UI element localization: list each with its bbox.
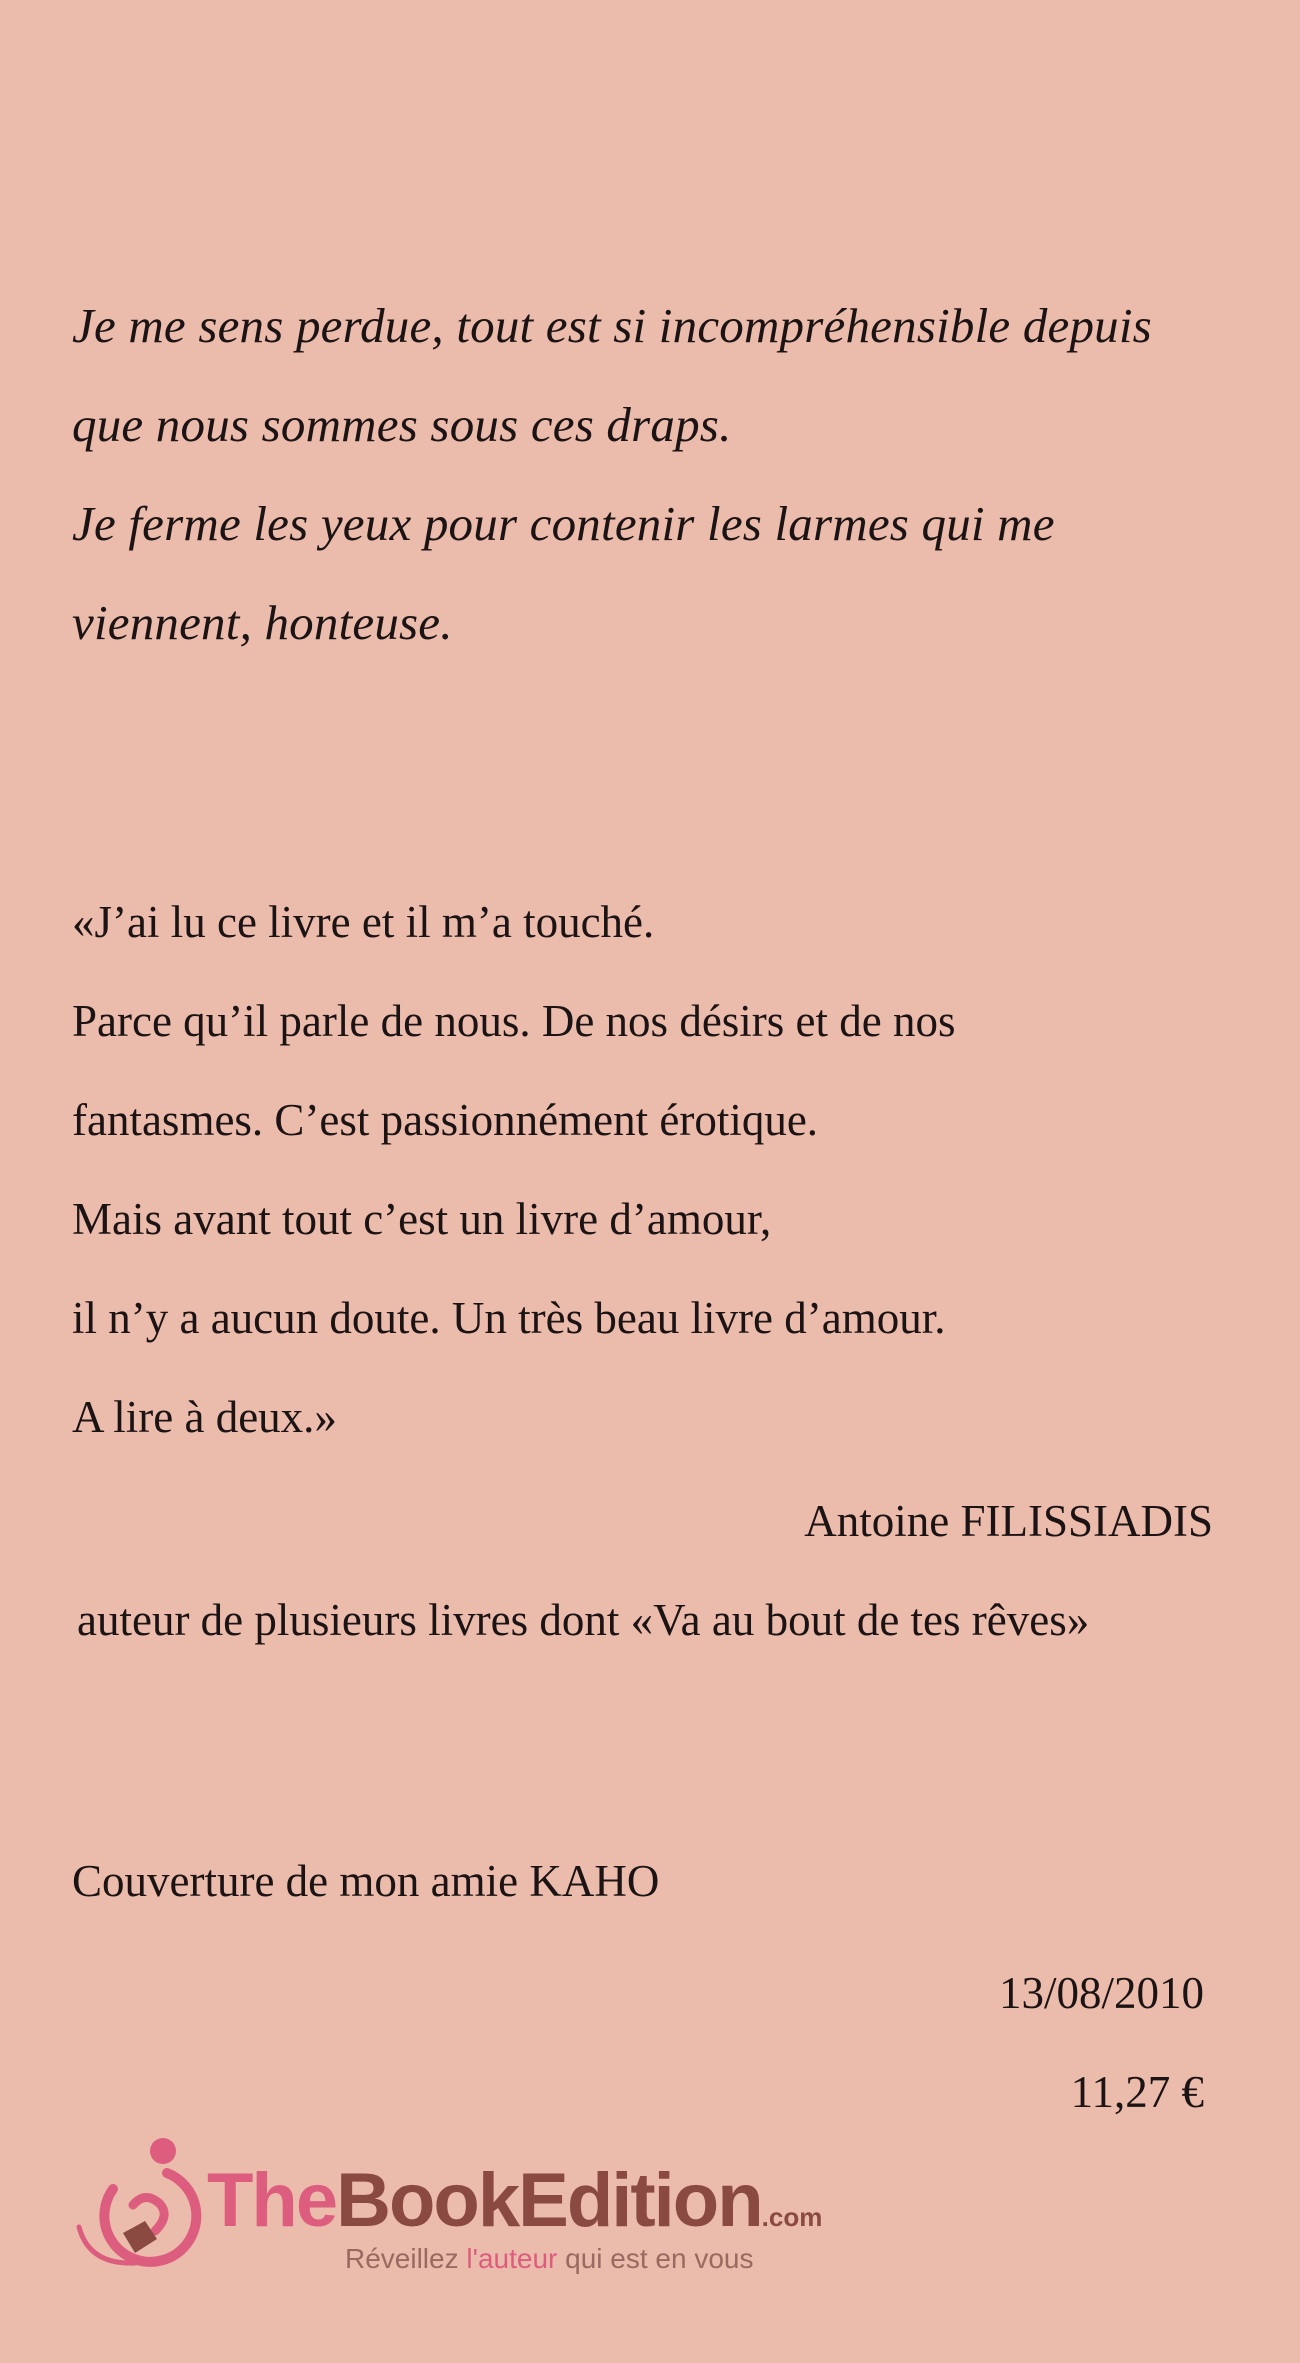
review-line: il n’y a aucun doute. Un très beau livre d’amour. (72, 1293, 946, 1343)
review-author-name: Antoine FILISSIADIS (804, 1496, 1213, 1546)
cover-credit: Couverture de mon amie KAHO (72, 1856, 660, 1906)
review-line: A lire à deux.» (72, 1392, 337, 1442)
logo-book: Book (336, 2158, 519, 2243)
logo-tagline (345, 2243, 753, 2275)
price: 11,27 € (1070, 2067, 1204, 2117)
publication-date: 13/08/2010 (998, 1968, 1204, 2018)
thebookedition-person-icon (75, 2135, 205, 2275)
review-line: Mais avant tout c’est un livre d’amour, (72, 1194, 772, 1244)
tagline-accent: l'auteur (466, 2243, 558, 2274)
book-excerpt (72, 276, 1252, 672)
logo-the: The (207, 2158, 337, 2243)
excerpt-line: Je me sens perdue, tout est si incompréhensible depuis (72, 298, 1152, 353)
logo-com: .com (761, 2202, 823, 2232)
excerpt-line: viennent, honteuse. (72, 595, 453, 650)
publisher-logo (75, 2135, 875, 2285)
excerpt-line: Je ferme les yeux pour contenir les larmes qui me (72, 496, 1055, 551)
review-line: «J’ai lu ce livre et il m’a touché. (72, 897, 655, 947)
excerpt-line: que nous sommes sous ces draps. (72, 397, 732, 452)
review-line: Parce qu’il parle de nous. De nos désirs et de nos (72, 996, 956, 1046)
review-line: fantasmes. C’est passionnément érotique. (72, 1095, 819, 1145)
logo-edition: Edition (518, 2158, 762, 2243)
tagline-start: Réveillez (345, 2243, 467, 2274)
review-quote (72, 873, 1252, 1467)
tagline-end: qui est en vous (557, 2243, 754, 2274)
logo-wordmark (207, 2158, 823, 2255)
review-author-description: auteur de plusieurs livres dont «Va au bout de tes rêves» (77, 1595, 1090, 1645)
